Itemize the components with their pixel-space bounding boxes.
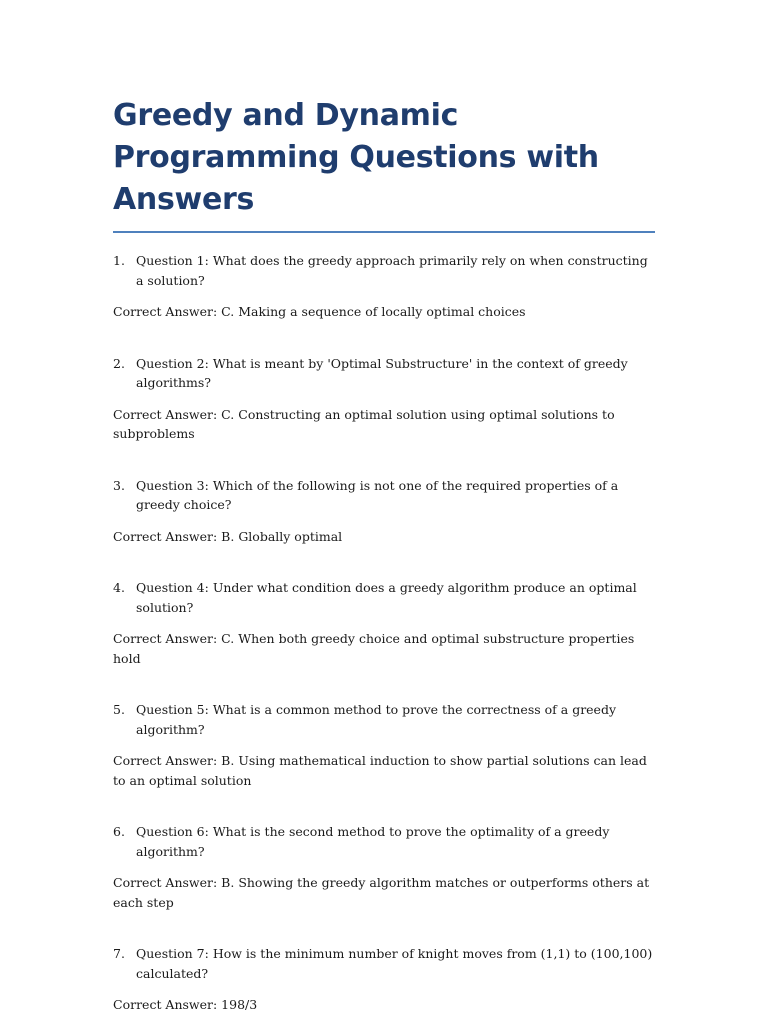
qa-item (113, 578, 655, 668)
correct-answer: Correct Answer: B. Showing the greedy algorithm matches or outperforms others at each step (113, 875, 650, 910)
question-text: Question 4: Under what condition does a greedy algorithm produce an optimal solution? (136, 580, 637, 615)
question (113, 354, 655, 393)
question (113, 822, 655, 861)
qa-item (113, 822, 655, 912)
correct-answer: Correct Answer: C. Making a sequence of locally optimal choices (113, 304, 526, 319)
question-list (113, 251, 655, 1015)
question (113, 700, 655, 739)
correct-answer: Correct Answer: 198/3 (113, 997, 258, 1012)
question-number: 5. (113, 702, 125, 717)
question (113, 251, 655, 290)
correct-answer: Correct Answer: B. Globally optimal (113, 528, 343, 544)
question (113, 578, 655, 617)
question-text: Question 6: What is the second method to prove the optimality of a greedy algorithm? (136, 824, 610, 859)
question-number: 1. (113, 253, 125, 268)
qa-item (113, 251, 655, 322)
question-number: 6. (113, 824, 125, 839)
question-text: Question 2: What is meant by 'Optimal Substructure' in the context of greedy algorithms? (136, 355, 628, 390)
question (113, 476, 655, 515)
qa-item (113, 476, 655, 547)
document-page (113, 95, 655, 1015)
correct-answer: Correct Answer: C. When both greedy choice and optimal substructure properties hold (113, 631, 635, 666)
question-text: Question 7: How is the minimum number of knight moves from (1,1) to (100,100) calculated? (136, 946, 653, 981)
question-text: Question 5: What is a common method to prove the correctness of a greedy algorithm? (136, 702, 617, 737)
document-title: Greedy and Dynamic Programming Questions with Answers (113, 98, 599, 217)
title-underline (113, 231, 655, 233)
correct-answer: Correct Answer: B. Using mathematical induction to show partial solutions can lead to an optimal solution (113, 753, 647, 788)
question-number: 2. (113, 355, 125, 371)
question-text: Question 1: What does the greedy approach primarily rely on when constructing a solution? (136, 253, 648, 288)
question-number: 4. (113, 580, 125, 595)
qa-item (113, 944, 655, 1015)
question-number: 3. (113, 477, 125, 493)
question (113, 944, 655, 983)
question-number: 7. (113, 946, 125, 961)
correct-answer: Correct Answer: C. Constructing an optimal solution using optimal solutions to subproblems (113, 406, 615, 441)
qa-item (113, 700, 655, 790)
qa-item (113, 354, 655, 444)
question-text: Question 3: Which of the following is not one of the required properties of a greedy choice? (136, 477, 619, 512)
